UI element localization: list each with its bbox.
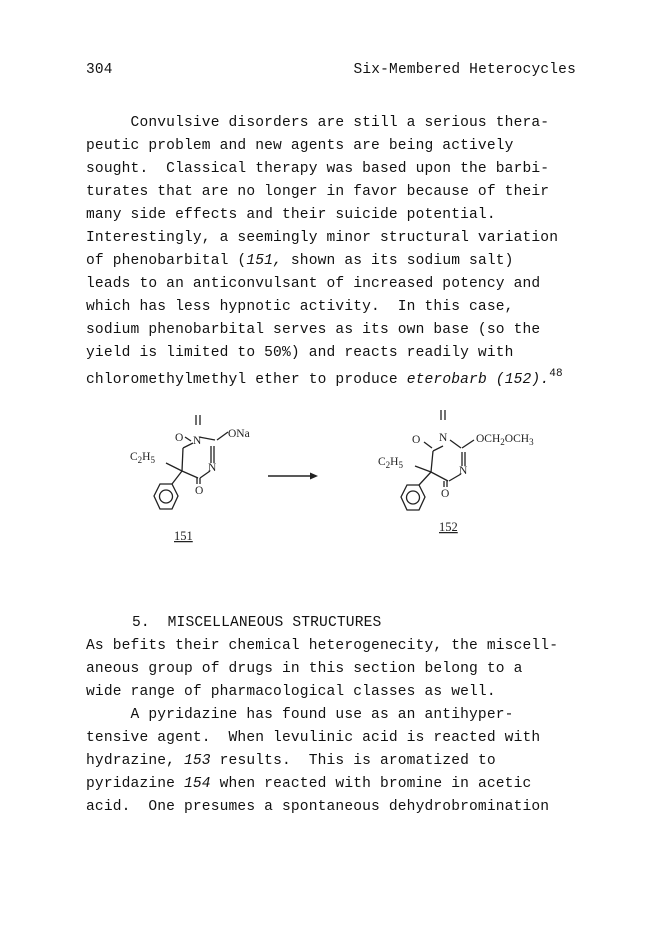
body-line: sodium phenobarbital serves as its own base (so the [86, 322, 541, 338]
text-segment [487, 372, 496, 388]
compound-152-labels [378, 432, 534, 534]
atom-label: O [195, 485, 204, 497]
body-line: Convulsive disorders are still a serious thera- [86, 115, 550, 131]
text-segment: shown as its sodium salt) [281, 253, 514, 269]
compound-number-152: 152 [439, 520, 458, 534]
text-segment: pyridazine [86, 776, 184, 792]
page-number: 304 [86, 62, 113, 78]
text-segment: chloromethylmethyl ether to produce [86, 372, 407, 388]
body-line: tensive agent. When levulinic acid is reacted with [86, 730, 541, 746]
atom-label: $OCH_2OCH_3$ [476, 433, 534, 447]
atom-label: N [193, 435, 202, 447]
body-line: turates that are no longer in favor because of their [86, 184, 550, 200]
reaction-scheme [0, 395, 648, 565]
running-header: Six-Membered Heterocycles [353, 62, 576, 78]
drug-name: eterobarb [406, 372, 487, 388]
text-segment: hydrazine, [86, 753, 184, 769]
body-line [86, 253, 514, 269]
body-line: A pyridazine has found use as an antihyper- [86, 707, 514, 723]
atom-label: $C_2H_5$ [130, 451, 155, 465]
atom-label: N [208, 462, 217, 474]
atom-label: O [441, 488, 450, 500]
body-line: leads to an anticonvulsant of increased potency and [86, 276, 541, 292]
body-line [86, 368, 563, 388]
body-line: which has less hypnotic activity. In this case, [86, 299, 514, 315]
body-line: yield is limited to 50%) and reacts readily with [86, 345, 514, 361]
body-line: acid. One presumes a spontaneous dehydrobromination [86, 799, 550, 815]
body-line: aneous group of drugs in this section belong to a [86, 661, 523, 677]
compound-ref: 151, [246, 253, 282, 269]
atom-label: ONa [228, 428, 250, 440]
compound-152-structure [401, 410, 474, 510]
compound-ref: 153 [183, 753, 211, 769]
text-segment: of phenobarbital ( [86, 253, 247, 269]
compound-ref: (152). [495, 372, 550, 388]
text-segment: results. This is aromatized to [210, 753, 496, 769]
body-line [86, 753, 496, 769]
body-line [86, 776, 531, 792]
body-line: wide range of pharmacological classes as well. [86, 684, 496, 700]
body-line: many side effects and their suicide potential. [86, 207, 496, 223]
section-heading: 5. MISCELLANEOUS STRUCTURES [132, 615, 382, 631]
text-segment: when reacted with bromine in acetic [210, 776, 532, 792]
atom-label: N [439, 432, 448, 444]
compound-151-structure [154, 415, 228, 509]
atom-label: $C_2H_5$ [378, 456, 403, 470]
compound-ref: 154 [183, 776, 211, 792]
body-line: As befits their chemical heterogenecity, the miscell- [86, 638, 559, 654]
atom-label: N [459, 465, 468, 477]
atom-label: O [175, 432, 184, 444]
body-line: sought. Classical therapy was based upon the barbi- [86, 161, 550, 177]
body-line: Interestingly, a seemingly minor structural variation [86, 230, 559, 246]
body-line: peutic problem and new agents are being actively [86, 138, 514, 154]
reaction-arrow [268, 473, 318, 480]
footnote-ref: 48 [549, 368, 563, 380]
atom-label: O [412, 434, 421, 446]
compound-number-151: 151 [174, 529, 193, 543]
